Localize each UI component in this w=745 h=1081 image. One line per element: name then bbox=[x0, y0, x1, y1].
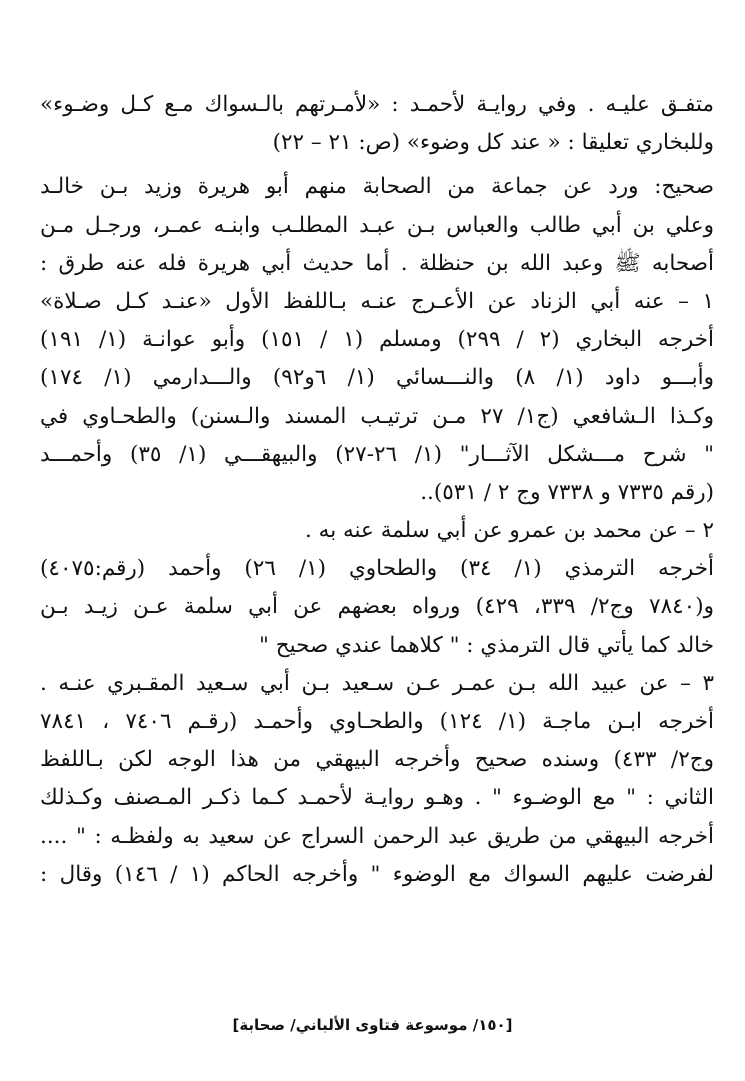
text-line-18: وج٢/ ٤٣٣) وسنده صحيح وأخرجه البيهقي من هذا الوجه لكن بـاللفظ bbox=[40, 747, 714, 773]
text-line-11: (رقم ٧٣٣٥ و ٧٣٣٨ وج ٢ / ٥٣١).. bbox=[420, 479, 714, 505]
text-line-8: وأبـــو داود (١/ ٨) والنـــسائي (١/ ٦و٩٢) والـــدارمي (١/ ١٧٤) bbox=[40, 365, 714, 391]
text-line-15: خالد كما يأتي قال الترمذي : " كلاهما عندي صحيح " bbox=[259, 632, 714, 658]
text-line-6: ١ – عنه أبي الزناد عن الأعـرج عنـه بـاللفظ الأول «عنـد كـل صـلاة» bbox=[40, 288, 714, 314]
text-line-1: متفـق عليـه . وفي روايـة لأحمـد : «لأمـرتهم بالـسواك مـع كـل وضـوء» bbox=[40, 92, 714, 117]
text-line-19: الثاني : " مع الوضـوء " . وهـو روايـة لأحمـد كـما ذكـر المـصنف وكـذلك bbox=[40, 785, 714, 811]
text-line-5: أصحابه ﷺ وعبد الله بن حنظلة . أما حديث أبي هريرة فله عنه طرق : bbox=[40, 250, 714, 276]
page-footer: [١٥٠/ موسوعة فتاوى الألباني/ صحابة] bbox=[232, 1016, 513, 1034]
text-line-13: أخرجه الترمذي (١/ ٣٤) والطحاوي (١/ ٢٦) وأحمد (رقم:٤٠٧٥) bbox=[40, 556, 714, 582]
text-line-16: ٣ – عن عبيد الله بـن عمـر عـن سـعيد بـن أبي سـعيد المقـبري عنـه . bbox=[40, 670, 714, 696]
text-line-21: لفرضت عليهم السواك مع الوضوء " وأخرجه الحاكم (١ / ١٤٦) وقال : bbox=[40, 861, 714, 887]
text-line-7: أخرجه البخاري (٢ / ٢٩٩) ومسلم (١ / ١٥١) وأبو عوانـة (١/ ١٩١) bbox=[40, 327, 714, 353]
text-line-10: " شرح مـــشكل الآثـــار" (١/ ٢٦-٢٧) والبيهقـــي (١/ ٣٥) وأحمـــد bbox=[40, 441, 714, 467]
text-line-4: وعلي بن أبي طالب والعباس بـن عبـد المطلـب وابنـه عمـر، ورجـل مـن bbox=[40, 212, 714, 238]
text-line-20: أخرجه البيهقي من طريق عبد الرحمن السراج عن سعيد به ولفظـه : " .... bbox=[40, 823, 714, 849]
document-body bbox=[40, 86, 714, 894]
text-line-14: و(٧٨٤٠ وج٢/ ٣٣٩، ٤٢٩) ورواه بعضهم عن أبي سلمة عـن زيـد بـن bbox=[40, 594, 714, 620]
text-line-9: وكـذا الـشافعي (ج١/ ٢٧ مـن ترتيـب المسند والـسنن) والطحـاوي في bbox=[40, 403, 714, 429]
text-line-2: وللبخاري تعليقا : « عند كل وضوء» (ص: ٢١ – ٢٢) bbox=[272, 130, 714, 156]
text-line-12: ٢ – عن محمد بن عمرو عن أبي سلمة عنه به . bbox=[305, 518, 714, 544]
text-line-17: أخرجه ابـن ماجـة (١/ ١٢٤) والطحـاوي وأحمـد (رقـم ٧٤٠٦ ، ٧٨٤١ bbox=[40, 709, 714, 734]
text-line-3: صحيح: ورد عن جماعة من الصحابة منهم أبو هريرة وزيد بـن خالـد bbox=[40, 174, 714, 200]
